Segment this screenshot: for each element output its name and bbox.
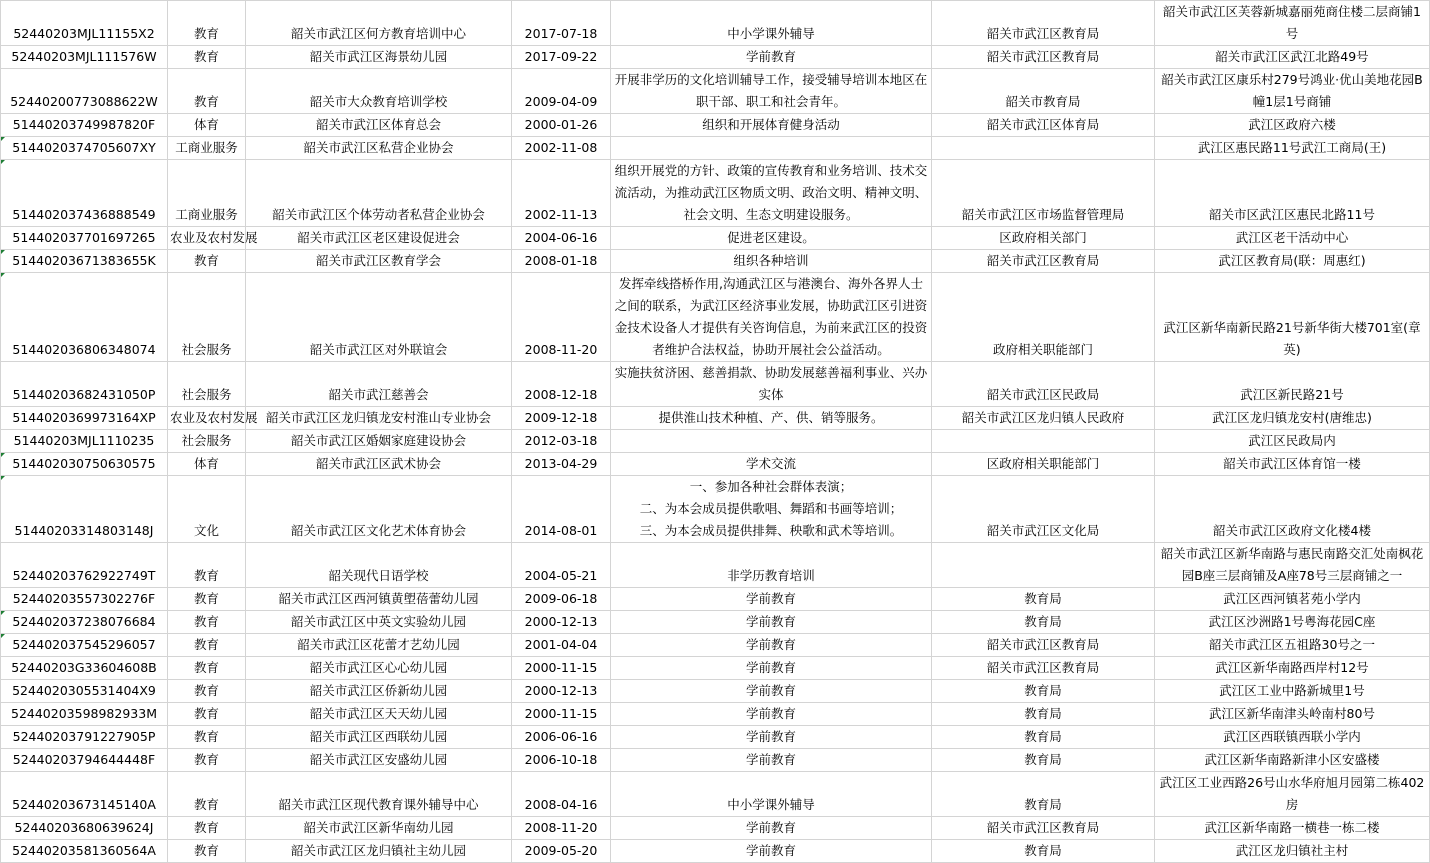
cell-authority[interactable]: 教育局 — [932, 726, 1155, 749]
cell-date[interactable]: 2000-12-13 — [512, 680, 611, 703]
cell-type[interactable]: 社会服务 — [168, 362, 246, 407]
cell-authority[interactable]: 区政府相关部门 — [932, 227, 1155, 250]
cell-date[interactable]: 2006-10-18 — [512, 749, 611, 772]
cell-name[interactable]: 韶关市武江区侨新幼儿园 — [246, 680, 512, 703]
table-row — [1, 543, 1430, 588]
cell-name[interactable]: 韶关市武江区婚姻家庭建设协会 — [246, 430, 512, 453]
cell-scope[interactable]: 学术交流 — [611, 453, 932, 476]
cell-code[interactable]: 52440203G33604608B — [1, 657, 168, 680]
table-row — [1, 362, 1430, 407]
cell-address[interactable]: 韶关市武江区武江北路49号 — [1155, 46, 1430, 69]
cell-authority[interactable]: 教育局 — [932, 772, 1155, 817]
table-row — [1, 430, 1430, 453]
cell-authority[interactable]: 教育局 — [932, 611, 1155, 634]
table-row — [1, 611, 1430, 634]
cell-date[interactable]: 2001-04-04 — [512, 634, 611, 657]
cell-date[interactable]: 2012-03-18 — [512, 430, 611, 453]
cell-code[interactable]: 514402030750630575 — [1, 453, 168, 476]
cell-scope[interactable]: 组织各种培训 — [611, 250, 932, 273]
cell-scope[interactable]: 学前教育 — [611, 588, 932, 611]
cell-authority[interactable]: 韶关市武江区教育局 — [932, 250, 1155, 273]
cell-address[interactable]: 韶关市武江区芙蓉新城嘉丽苑商住楼二层商铺1号 — [1155, 1, 1430, 46]
cell-name[interactable]: 韶关市武江区新华南幼儿园 — [246, 817, 512, 840]
cell-scope[interactable] — [611, 137, 932, 160]
table-row — [1, 476, 1430, 543]
cell-authority[interactable]: 韶关市武江区教育局 — [932, 817, 1155, 840]
table-row — [1, 703, 1430, 726]
cell-name[interactable]: 韶关市武江区何方教育培训中心 — [246, 1, 512, 46]
cell-scope[interactable]: 学前教育 — [611, 703, 932, 726]
cell-code[interactable]: 514402037701697265 — [1, 227, 168, 250]
table-row — [1, 69, 1430, 114]
cell-address[interactable]: 武江区民政局内 — [1155, 430, 1430, 453]
cell-scope[interactable]: 中小学课外辅导 — [611, 1, 932, 46]
cell-date[interactable]: 2000-11-15 — [512, 703, 611, 726]
cell-name[interactable]: 韶关市武江区西河镇黄塱蓓蕾幼儿园 — [246, 588, 512, 611]
table-row — [1, 749, 1430, 772]
cell-address[interactable]: 韶关市武江区政府文化楼4楼 — [1155, 476, 1430, 543]
cell-type[interactable]: 工商业服务 — [168, 160, 246, 227]
table-row — [1, 227, 1430, 250]
cell-code[interactable]: 52440203598982933M — [1, 703, 168, 726]
cell-code[interactable]: 514402036806348074 — [1, 273, 168, 362]
cell-address[interactable]: 武江区工业西路26号山水华府旭月园第二栋402房 — [1155, 772, 1430, 817]
cell-code[interactable]: 524402037238076684 — [1, 611, 168, 634]
cell-address[interactable]: 武江区工业中路新城里1号 — [1155, 680, 1430, 703]
cell-type[interactable]: 教育 — [168, 680, 246, 703]
cell-address[interactable]: 武江区政府六楼 — [1155, 114, 1430, 137]
cell-address[interactable]: 武江区新民路21号 — [1155, 362, 1430, 407]
cell-scope[interactable]: 实施扶贫济困、慈善捐款、协助发展慈善福利事业、兴办实体 — [611, 362, 932, 407]
table-row — [1, 250, 1430, 273]
cell-code[interactable]: 52440200773088622W — [1, 69, 168, 114]
cell-date[interactable]: 2009-12-18 — [512, 407, 611, 430]
cell-address[interactable]: 韶关市武江区体育馆一楼 — [1155, 453, 1430, 476]
cell-address[interactable]: 武江区惠民路11号武江工商局(王) — [1155, 137, 1430, 160]
cell-type[interactable]: 教育 — [168, 726, 246, 749]
cell-type[interactable]: 教育 — [168, 817, 246, 840]
cell-date[interactable]: 2008-01-18 — [512, 250, 611, 273]
cell-type[interactable]: 文化 — [168, 476, 246, 543]
cell-scope[interactable]: 学前教育 — [611, 657, 932, 680]
cell-type[interactable]: 工商业服务 — [168, 137, 246, 160]
cell-type[interactable]: 教育 — [168, 703, 246, 726]
cell-date[interactable]: 2014-08-01 — [512, 476, 611, 543]
cell-code[interactable]: 52440203673145140A — [1, 772, 168, 817]
cell-date[interactable]: 2013-04-29 — [512, 453, 611, 476]
cell-type[interactable]: 教育 — [168, 69, 246, 114]
cell-scope[interactable]: 促进老区建设。 — [611, 227, 932, 250]
cell-name[interactable]: 韶关现代日语学校 — [246, 543, 512, 588]
cell-name[interactable]: 韶关市武江区安盛幼儿园 — [246, 749, 512, 772]
cell-name[interactable]: 韶关市武江区花蕾才艺幼儿园 — [246, 634, 512, 657]
cell-date[interactable]: 2017-09-22 — [512, 46, 611, 69]
cell-type[interactable]: 教育 — [168, 634, 246, 657]
cell-type[interactable]: 教育 — [168, 46, 246, 69]
cell-address[interactable]: 韶关市武江区康乐村279号鸿业·优山美地花园B幢1层1号商铺 — [1155, 69, 1430, 114]
cell-name[interactable]: 韶关市武江区现代教育课外辅导中心 — [246, 772, 512, 817]
cell-authority[interactable] — [932, 543, 1155, 588]
cell-code[interactable]: 5244020305531404X9 — [1, 680, 168, 703]
cell-type[interactable]: 教育 — [168, 588, 246, 611]
cell-scope[interactable]: 学前教育 — [611, 46, 932, 69]
cell-address[interactable]: 武江区新华南新民路21号新华街大楼701室(章英) — [1155, 273, 1430, 362]
table-row — [1, 634, 1430, 657]
cell-authority[interactable]: 韶关市武江区教育局 — [932, 46, 1155, 69]
cell-date[interactable]: 2002-11-08 — [512, 137, 611, 160]
cell-scope[interactable]: 组织开展党的方针、政策的宣传教育和业务培训、技术交流活动，为推动武江区物质文明、政治文明、精神文明、社会文明、生态文明建设服务。 — [611, 160, 932, 227]
cell-authority[interactable]: 韶关市武江区民政局 — [932, 362, 1155, 407]
cell-address[interactable]: 武江区新华南路西岸村12号 — [1155, 657, 1430, 680]
cell-date[interactable]: 2009-06-18 — [512, 588, 611, 611]
cell-authority[interactable]: 教育局 — [932, 680, 1155, 703]
cell-code[interactable]: 52440203MJL111576W — [1, 46, 168, 69]
table-row — [1, 840, 1430, 863]
cell-code[interactable]: 52440203MJL11155X2 — [1, 1, 168, 46]
cell-scope-line: 二、为本会成员提供歌唱、舞蹈和书画等培训； — [639, 501, 903, 516]
cell-scope[interactable]: 提供淮山技术种植、产、供、销等服务。 — [611, 407, 932, 430]
cell-name[interactable]: 韶关市武江区个体劳动者私营企业协会 — [246, 160, 512, 227]
table-row — [1, 1, 1430, 46]
cell-date[interactable]: 2000-12-13 — [512, 611, 611, 634]
cell-scope[interactable]: 学前教育 — [611, 634, 932, 657]
table-row — [1, 137, 1430, 160]
cell-scope[interactable]: 组织和开展体育健身活动 — [611, 114, 932, 137]
cell-scope[interactable]: 非学历教育培训 — [611, 543, 932, 588]
cell-code[interactable]: 51440203749987820F — [1, 114, 168, 137]
table-row — [1, 817, 1430, 840]
cell-scope[interactable] — [611, 476, 932, 543]
cell-authority[interactable]: 韶关市武江区文化局 — [932, 476, 1155, 543]
table-row — [1, 273, 1430, 362]
cell-code[interactable]: 51440203682431050P — [1, 362, 168, 407]
cell-code[interactable]: 51440203314803148J — [1, 476, 168, 543]
cell-date[interactable]: 2009-04-09 — [512, 69, 611, 114]
cell-date[interactable]: 2009-05-20 — [512, 840, 611, 863]
cell-code[interactable]: 5144020369973164XP — [1, 407, 168, 430]
cell-name[interactable]: 韶关市武江区对外联谊会 — [246, 273, 512, 362]
cell-scope[interactable]: 发挥牵线搭桥作用,沟通武江区与港澳台、海外各界人士之间的联系，为武江区经济事业发展，协助武江区引进资金技术设备人才提供有关咨询信息，为前来武江区的投资者维护合法权益，协助开展社会公益活动。 — [611, 273, 932, 362]
cell-name[interactable]: 韶关市武江区海景幼儿园 — [246, 46, 512, 69]
cell-authority[interactable]: 韶关市武江区教育局 — [932, 657, 1155, 680]
cell-authority[interactable]: 韶关市武江区市场监督管理局 — [932, 160, 1155, 227]
cell-type[interactable]: 农业及农村发展 — [168, 227, 246, 250]
cell-authority[interactable] — [932, 430, 1155, 453]
cell-name[interactable]: 韶关市武江区武术协会 — [246, 453, 512, 476]
cell-address[interactable]: 韶关市武江区新华南路与惠民南路交汇处南枫花园B座三层商铺及A座78号三层商铺之一 — [1155, 543, 1430, 588]
cell-date[interactable]: 2000-11-15 — [512, 657, 611, 680]
cell-authority[interactable]: 韶关市教育局 — [932, 69, 1155, 114]
cell-authority[interactable]: 韶关市武江区教育局 — [932, 634, 1155, 657]
cell-authority[interactable]: 教育局 — [932, 588, 1155, 611]
cell-type[interactable]: 教育 — [168, 657, 246, 680]
cell-scope[interactable] — [611, 430, 932, 453]
table-row — [1, 114, 1430, 137]
cell-code[interactable]: 52440203581360564A — [1, 840, 168, 863]
cell-name[interactable]: 韶关市武江区教育学会 — [246, 250, 512, 273]
cell-date[interactable]: 2006-06-16 — [512, 726, 611, 749]
cell-type[interactable]: 教育 — [168, 543, 246, 588]
cell-type[interactable]: 教育 — [168, 611, 246, 634]
cell-type[interactable]: 社会服务 — [168, 430, 246, 453]
cell-type[interactable]: 教育 — [168, 772, 246, 817]
cell-address[interactable]: 武江区新华南路新津小区安盛楼 — [1155, 749, 1430, 772]
cell-scope-line: 三、为本会成员提供排舞、秧歌和武术等培训。 — [639, 523, 903, 538]
cell-address[interactable]: 韶关市武江区五祖路30号之一 — [1155, 634, 1430, 657]
cell-scope[interactable]: 学前教育 — [611, 817, 932, 840]
cell-name[interactable]: 韶关市武江区文化艺术体育协会 — [246, 476, 512, 543]
cell-type[interactable]: 社会服务 — [168, 273, 246, 362]
cell-type[interactable]: 教育 — [168, 250, 246, 273]
cell-scope-line: 一、参加各种社会群体表演； — [689, 479, 853, 494]
cell-address[interactable]: 武江区龙归镇社主村 — [1155, 840, 1430, 863]
cell-name[interactable]: 韶关市武江区体育总会 — [246, 114, 512, 137]
cell-code[interactable]: 52440203794644448F — [1, 749, 168, 772]
cell-name[interactable]: 韶关市武江区中英文实验幼儿园 — [246, 611, 512, 634]
cell-name[interactable]: 韶关市武江区私营企业协会 — [246, 137, 512, 160]
table-row — [1, 588, 1430, 611]
cell-code[interactable]: 51440203671383655K — [1, 250, 168, 273]
cell-address[interactable]: 武江区西河镇茗苑小学内 — [1155, 588, 1430, 611]
cell-authority[interactable]: 教育局 — [932, 703, 1155, 726]
table-row — [1, 453, 1430, 476]
cell-code[interactable]: 52440203680639624J — [1, 817, 168, 840]
table-row — [1, 657, 1430, 680]
cell-authority[interactable]: 教育局 — [932, 749, 1155, 772]
cell-scope[interactable]: 学前教育 — [611, 726, 932, 749]
cell-type[interactable]: 体育 — [168, 114, 246, 137]
cell-code[interactable]: 524402037545296057 — [1, 634, 168, 657]
cell-code[interactable]: 52440203791227905P — [1, 726, 168, 749]
cell-scope[interactable]: 学前教育 — [611, 749, 932, 772]
cell-type[interactable]: 教育 — [168, 1, 246, 46]
cell-scope[interactable]: 学前教育 — [611, 840, 932, 863]
table-row — [1, 160, 1430, 227]
cell-address[interactable]: 武江区教育局(联：周惠红) — [1155, 250, 1430, 273]
cell-date[interactable]: 2004-05-21 — [512, 543, 611, 588]
cell-date[interactable]: 2002-11-13 — [512, 160, 611, 227]
cell-address[interactable]: 武江区新华南路一横巷一栋二楼 — [1155, 817, 1430, 840]
cell-date[interactable]: 2017-07-18 — [512, 1, 611, 46]
cell-date[interactable]: 2008-04-16 — [512, 772, 611, 817]
cell-scope[interactable]: 中小学课外辅导 — [611, 772, 932, 817]
cell-name[interactable]: 韶关市武江区天天幼儿园 — [246, 703, 512, 726]
cell-authority[interactable]: 韶关市武江区体育局 — [932, 114, 1155, 137]
cell-type[interactable]: 教育 — [168, 840, 246, 863]
cell-name[interactable]: 韶关市武江区西联幼儿园 — [246, 726, 512, 749]
cell-scope[interactable]: 学前教育 — [611, 611, 932, 634]
cell-scope[interactable]: 学前教育 — [611, 680, 932, 703]
cell-code[interactable]: 52440203557302276F — [1, 588, 168, 611]
table-row — [1, 726, 1430, 749]
cell-authority[interactable]: 教育局 — [932, 840, 1155, 863]
cell-address[interactable]: 武江区西联镇西联小学内 — [1155, 726, 1430, 749]
cell-address[interactable]: 武江区沙洲路1号粤海花园C座 — [1155, 611, 1430, 634]
cell-type[interactable]: 农业及农村发展 — [168, 407, 246, 430]
cell-name[interactable]: 韶关市武江区心心幼儿园 — [246, 657, 512, 680]
cell-name[interactable]: 韶关市大众教育培训学校 — [246, 69, 512, 114]
cell-authority[interactable]: 韶关市武江区教育局 — [932, 1, 1155, 46]
cell-name[interactable]: 韶关市武江区老区建设促进会 — [246, 227, 512, 250]
cell-code[interactable]: 52440203762922749T — [1, 543, 168, 588]
cell-address[interactable]: 韶关市区武江区惠民北路11号 — [1155, 160, 1430, 227]
cell-authority[interactable]: 区政府相关职能部门 — [932, 453, 1155, 476]
cell-date[interactable]: 2008-12-18 — [512, 362, 611, 407]
cell-type[interactable]: 教育 — [168, 749, 246, 772]
cell-date[interactable]: 2004-06-16 — [512, 227, 611, 250]
cell-authority[interactable] — [932, 137, 1155, 160]
cell-code[interactable]: 51440203MJL1110235 — [1, 430, 168, 453]
cell-code[interactable]: 514402037436888549 — [1, 160, 168, 227]
cell-address[interactable]: 武江区老干活动中心 — [1155, 227, 1430, 250]
table-row — [1, 46, 1430, 69]
cell-date[interactable]: 2008-11-20 — [512, 817, 611, 840]
cell-name[interactable]: 韶关市武江区龙归镇社主幼儿园 — [246, 840, 512, 863]
table-row — [1, 407, 1430, 430]
cell-name[interactable]: 韶关市武江区龙归镇龙安村淮山专业协会 — [246, 407, 512, 430]
cell-authority[interactable]: 韶关市武江区龙归镇人民政府 — [932, 407, 1155, 430]
table-row — [1, 680, 1430, 703]
cell-type[interactable]: 体育 — [168, 453, 246, 476]
cell-authority[interactable]: 政府相关职能部门 — [932, 273, 1155, 362]
cell-address[interactable]: 武江区龙归镇龙安村(唐维忠) — [1155, 407, 1430, 430]
cell-name[interactable]: 韶关市武江慈善会 — [246, 362, 512, 407]
cell-scope[interactable]: 开展非学历的文化培训辅导工作，接受辅导培训本地区在职干部、职工和社会青年。 — [611, 69, 932, 114]
cell-address[interactable]: 武江区新华南津头岭南村80号 — [1155, 703, 1430, 726]
cell-date[interactable]: 2008-11-20 — [512, 273, 611, 362]
cell-date[interactable]: 2000-01-26 — [512, 114, 611, 137]
table-row — [1, 772, 1430, 817]
cell-code[interactable]: 5144020374705607XY — [1, 137, 168, 160]
